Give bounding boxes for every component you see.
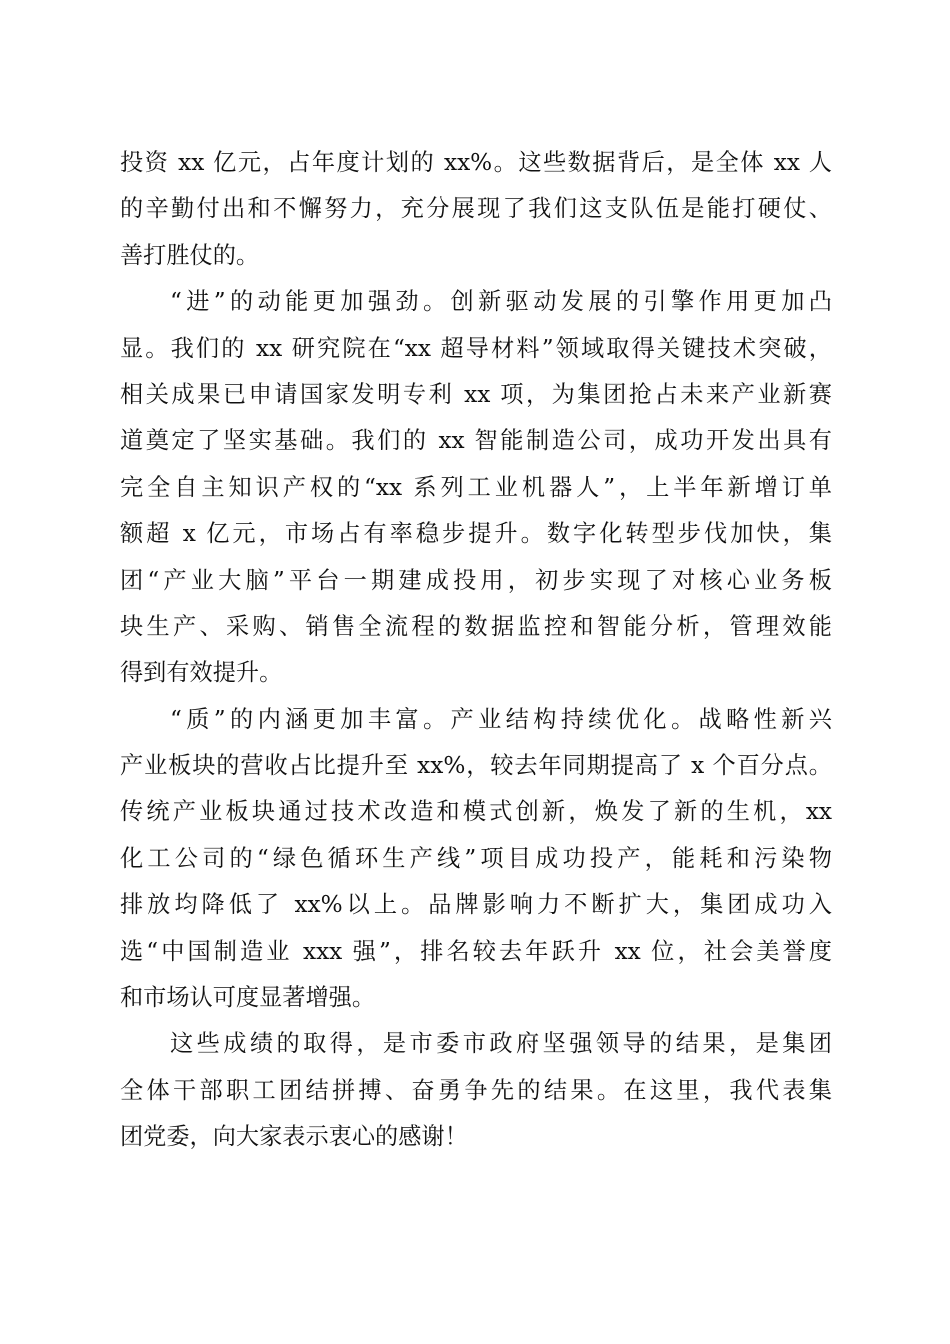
paragraph-line: 传统产业板块通过技术改造和模式创新，焕发了新的生机，xx xyxy=(120,798,832,826)
paragraph-line: 相关成果已申请国家发明专利 xx 项，为集团抢占未来产业新赛 xyxy=(120,380,832,408)
paragraph-line: 道奠定了坚实基础。我们的 xx 智能制造公司，成功开发出具有 xyxy=(120,427,832,455)
paragraph-line: “进”的动能更加强劲。创新驱动发展的引擎作用更加凸 xyxy=(170,288,832,316)
paragraph-1 xyxy=(120,140,832,279)
paragraph-line: 排放均降低了 xx%以上。品牌影响力不断扩大，集团成功入 xyxy=(120,891,832,919)
paragraph-line: 产业板块的营收占比提升至 xx%，较去年同期提高了 x 个百分点。 xyxy=(120,752,832,780)
paragraph-line: 化工公司的“绿色循环生产线”项目成功投产，能耗和污染物 xyxy=(120,844,832,872)
paragraph-line: 额超 x 亿元，市场占有率稳步提升。数字化转型步伐加快，集 xyxy=(120,520,832,548)
paragraph-2 xyxy=(120,279,832,697)
paragraph-line: 善打胜仗的。 xyxy=(120,241,260,269)
document-body xyxy=(120,140,832,1161)
paragraph-line: 团党委，向大家表示衷心的感谢！ xyxy=(120,1123,468,1151)
paragraph-line: 全体干部职工团结拼搏、奋勇争先的结果。在这里，我代表集 xyxy=(120,1076,832,1104)
paragraph-line: 完全自主知识产权的“xx 系列工业机器人”，上半年新增订单 xyxy=(120,473,832,501)
paragraph-line: 得到有效提升。 xyxy=(120,659,283,687)
paragraph-3 xyxy=(120,697,832,1022)
paragraph-line: 选“中国制造业 xxx 强”，排名较去年跃升 xx 位，社会美誉度 xyxy=(120,937,832,965)
paragraph-line: “质”的内涵更加丰富。产业结构持续优化。战略性新兴 xyxy=(170,705,832,733)
paragraph-line: 投资 xx 亿元，占年度计划的 xx%。这些数据背后，是全体 xx 人 xyxy=(120,149,832,176)
paragraph-line: 块生产、采购、销售全流程的数据监控和智能分析，管理效能 xyxy=(120,612,832,640)
paragraph-line: 显。我们的 xx 研究院在“xx 超导材料”领域取得关键技术突破， xyxy=(120,334,832,362)
paragraph-4 xyxy=(120,1021,832,1160)
paragraph-line: 团“产业大脑”平台一期建成投用，初步实现了对核心业务板 xyxy=(120,566,832,594)
paragraph-line: 和市场认可度显著增强。 xyxy=(120,984,376,1012)
paragraph-line: 的辛勤付出和不懈努力，充分展现了我们这支队伍是能打硬仗、 xyxy=(120,195,832,223)
paragraph-line: 这些成绩的取得，是市委市政府坚强领导的结果，是集团 xyxy=(170,1030,832,1058)
